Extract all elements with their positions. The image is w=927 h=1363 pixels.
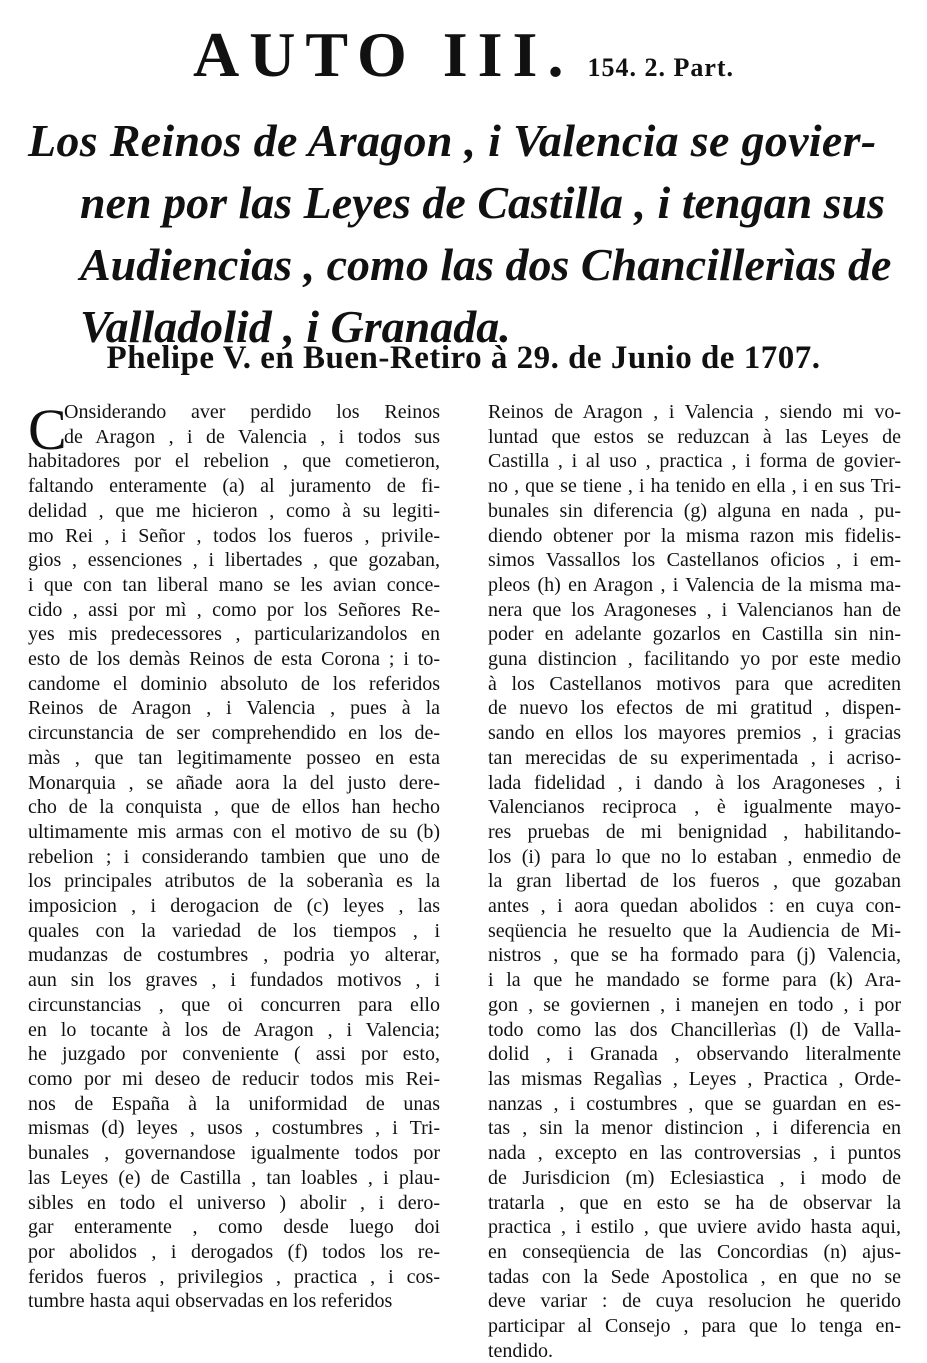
text-line: tendido. [488, 1339, 553, 1362]
text-line: la gran libertad de los fueros , que gozaban [488, 870, 901, 893]
text-line: cho de la conquista , que de ellos han hecho [28, 796, 440, 819]
text-line: i la que he mandado se forme para (k) Ara- [488, 969, 901, 992]
text-line: las Leyes (e) de Castilla , tan loables , i plau- [28, 1166, 440, 1189]
text-line: Castilla , i al uso , practica , i forma de govier- [488, 450, 901, 473]
text-line: no , que se tiene , i ha tenido en ella , i en sus Tri- [488, 475, 901, 498]
text-line: Reinos de Aragon , i Valencia , siendo mi vo- [488, 401, 901, 423]
text-line: quales con la variedad de los tiempos , i [28, 919, 440, 942]
text-line: de Aragon , i de Valencia , i todos sus [64, 425, 440, 448]
text-line: bunales sin diferencia (g) alguna en nada , pu- [488, 499, 901, 522]
text-line: à los Castellanos motivos para que acrediten [488, 672, 901, 695]
text-line: lada fidelidad , i dando à los Aragoneses , i [488, 771, 901, 794]
text-line: Monarquia , se añade aora la del justo dere- [28, 771, 440, 794]
part-reference: 154. 2. Part. [587, 53, 735, 82]
text-line: seqüencia he resuelto que la Audiencia de Mi- [488, 919, 901, 942]
dateline: Phelipe V. en Buen-Retiro à 29. de Junio de 1707. [106, 340, 821, 376]
text-line: circunstancias , que oi concurren para ello [28, 993, 440, 1016]
text-line: en conseqüencia de las Concordias (n) ajus- [488, 1240, 901, 1263]
text-line: nistros , que se ha formado para (j) Valencia, [488, 944, 901, 967]
text-line: rebelion ; i considerando tambien que uno de [28, 845, 440, 868]
text-line: en lo tocante à los de Aragon , i Valencia; [28, 1018, 440, 1041]
text-line: he juzgado por conveniente ( assi por esto, [28, 1043, 440, 1066]
text-line: res pruebas de mi benignidad , habilitando- [488, 820, 901, 843]
text-line: gios , essenciones , i libertades , que gozaban, [28, 549, 440, 572]
text-line: nanzas , i costumbres , que se guardan en es- [488, 1092, 901, 1115]
text-line: habitadores por el rebelion , que cometieron, [28, 450, 440, 473]
text-line: aun sin los graves , i fundados motivos , i [28, 969, 440, 992]
decree-heading [28, 110, 903, 358]
text-line: practica , i estilo , que uviere avido hasta aqui, [488, 1216, 901, 1239]
text-line: circunstancia de ser comprehendido en los de- [28, 722, 440, 745]
text-line: faltando enteramente (a) al juramento de fi- [28, 475, 440, 498]
text-line: sibles en todo el universo ) abolir , i dero- [28, 1191, 440, 1214]
text-line: como por mi deseo de reducir todos mis Rei- [28, 1067, 440, 1090]
text-line: todo como las dos Chancillerìas (l) de Valla- [488, 1018, 901, 1041]
text-line: mo Rei , i Señor , todos los fueros , privile- [28, 524, 440, 547]
page-header [0, 18, 927, 92]
text-line: i que con tan liberal mano se les avian conce- [28, 573, 440, 596]
decree-heading-line: Valladolid , i Granada. [80, 301, 511, 352]
text-line: Valencianos reciproca , è igualmente mayo- [488, 796, 901, 819]
text-line: tumbre hasta aqui observadas en los referidos [28, 1290, 393, 1313]
text-line: mudanzas de costumbres , podria yo alterar, [28, 944, 440, 967]
text-line: los principales atributos de la soberanìa es la [28, 870, 440, 893]
text-line: màs , que tan legitimamente posseo en esta [28, 746, 440, 769]
text-line: candome el dominio absoluto de los referidos [28, 672, 440, 695]
text-line: feridos fueros , privilegios , practica , i cos- [28, 1265, 440, 1288]
text-line: gon , se goviernen , i manejen en todo , i por [488, 993, 901, 1016]
text-line: esto de los demàs Reinos de esta Corona ; i to- [28, 648, 440, 671]
text-line: de Jurisdicion (m) Eclesiastica , i modo de [488, 1166, 901, 1189]
text-line: ultimamente mis armas con el motivo de su (b) [28, 820, 440, 843]
text-line: nera que los Aragoneses , i Valencianos han de [488, 598, 901, 621]
text-line: por abolidos , i derogados (f) todos los re- [28, 1240, 440, 1263]
decree-heading-line: Audiencias , como las dos Chancillerìas de [80, 239, 892, 290]
text-line: tadas con la Sede Apostolica , en que no se [488, 1265, 901, 1288]
text-line: simos Vassallos los Castellanos oficios , i em- [488, 549, 901, 572]
text-line: cido , assi por mì , como por los Señores Re- [28, 598, 440, 621]
auto-title: AUTO III. [192, 19, 574, 90]
text-line: Onsiderando aver perdido los Reinos [64, 401, 440, 423]
text-line: participar al Consejo , para que lo tenga en- [488, 1315, 901, 1338]
text-line: delidad , que me hicieron , como à su legiti- [28, 499, 440, 522]
left-text-column [28, 397, 440, 1314]
text-line: nada , excepto en las controversias , i puntos [488, 1142, 901, 1165]
drop-cap: C [28, 397, 67, 462]
text-line: imposicion , i derogacion de (c) leyes , las [28, 895, 440, 918]
text-line: las mismas Regalìas , Leyes , Practica , Orde- [488, 1067, 901, 1090]
text-line: gar enteramente , como desde luego doi [28, 1216, 440, 1239]
decree-heading-line: nen por las Leyes de Castilla , i tengan sus [80, 177, 886, 228]
text-line: diendo obtener por la misma razon mis fidelis- [488, 524, 901, 547]
text-line: bunales , governandose igualmente todos por [28, 1142, 440, 1165]
text-line: Reinos de Aragon , i Valencia , pues à la [28, 697, 440, 720]
text-line: tan merecidas de su experimentada , i acriso- [488, 746, 901, 769]
text-line: nos de España à la uniformidad de unas [28, 1092, 440, 1115]
text-line: mismas (d) leyes , usos , costumbres , i Tri- [28, 1117, 440, 1140]
text-line: tratarla , que en esto se ha de observar la [488, 1191, 901, 1214]
text-line: yes mis predecessores , particularizandolos en [28, 623, 440, 646]
text-line: antes , i aora quedan abolidos : en cuya con- [488, 895, 901, 918]
text-line: de nuevo los efectos de mi gratitud , dispen- [488, 697, 901, 720]
text-line: guna distincion , facilitando yo por este medio [488, 648, 901, 671]
text-line: luntad que estos se reduzcan à las Leyes de [488, 425, 901, 448]
right-text-column [488, 400, 901, 1363]
text-line: pleos (h) en Aragon , i Valencia de la misma ma- [488, 573, 901, 596]
text-line: poder en adelante gozarlos en Castilla sin nin- [488, 623, 901, 646]
text-line: tas , sin la menor distincion , i diferencia en [488, 1117, 901, 1140]
text-line: sando en ellos los mayores premios , i gracias [488, 722, 901, 745]
text-line: dolid , i Granada , observando literalmente [488, 1043, 901, 1066]
text-line: los (i) para lo que no lo estaban , enmedio de [488, 845, 901, 868]
decree-heading-line: Los Reinos de Aragon , i Valencia se govier- [28, 115, 877, 166]
text-line: deve variar : de cuya resolucion he querido [488, 1290, 901, 1313]
